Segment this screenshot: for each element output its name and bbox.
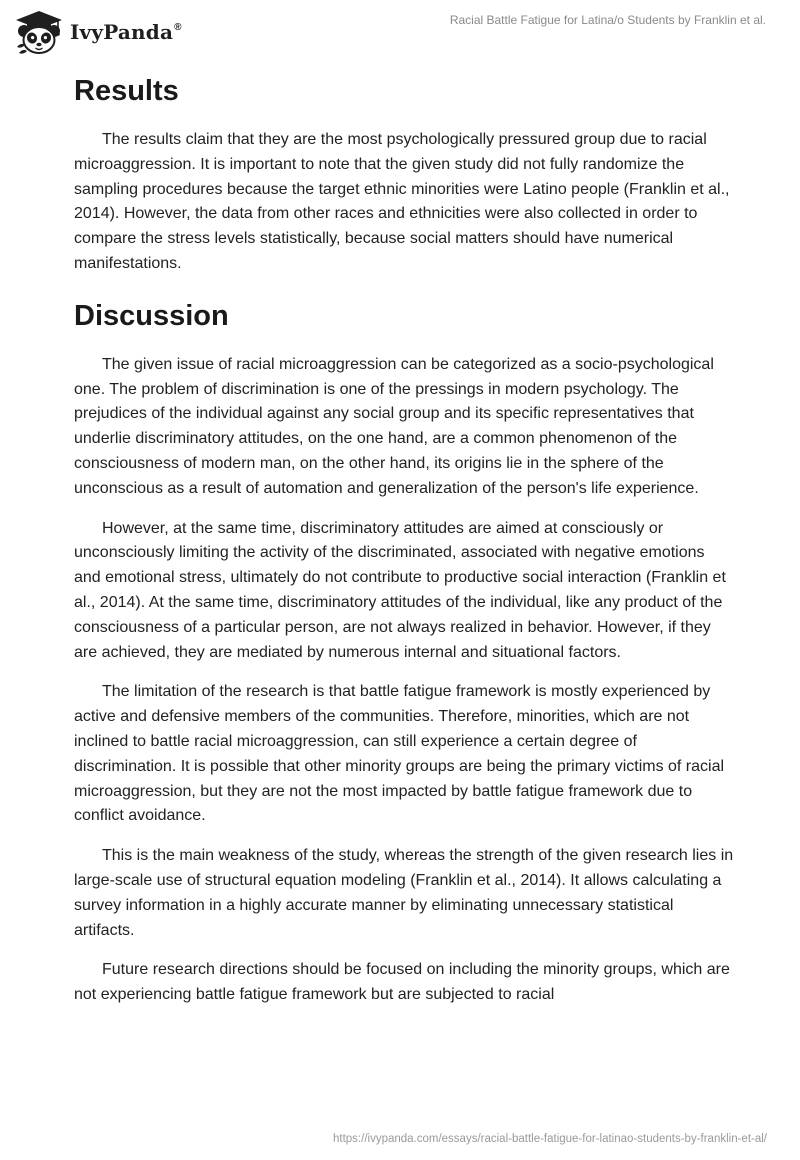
results-heading: Results bbox=[74, 75, 179, 107]
discussion-paragraph-5: Future research directions should be focused on including the minority groups, which are not experiencing battle fatigue framework but are subjected to racial bbox=[74, 961, 730, 1004]
footer-source-url[interactable]: https://ivypanda.com/essays/racial-battle-fatigue-for-latinao-students-by-franklin-et-al/ bbox=[333, 1133, 767, 1145]
document-title: Racial Battle Fatigue for Latina/o Students by Franklin et al. bbox=[449, 13, 766, 27]
essay-content bbox=[74, 68, 734, 1023]
discussion-paragraph-2: However, at the same time, discriminatory attitudes are aimed at consciously or unconsciously limiting the activity of the discriminated, associated with negative emotions and emotional stress, ultimately do not contribute to productive social interaction (Franklin et al., 2014). At the same time, discriminatory attitudes of the individual, like any product of the consciousness of a particular person, are not always realized in behavior. However, if they are achieved, they are mediated by numerous internal and situational factors. bbox=[74, 519, 726, 661]
discussion-heading: Discussion bbox=[74, 299, 229, 332]
panda-graduate-icon bbox=[14, 9, 64, 55]
discussion-paragraph-4: This is the main weakness of the study, whereas the strength of the given research lies in large-scale use of structural equation modeling (Franklin et al., 2014). It allows calculating a survey information in a highly accurate manner by eliminating unnecessary statistical artifacts. bbox=[74, 847, 734, 939]
discussion-paragraph-1: The given issue of racial microaggression can be categorized as a socio-psychological one. The problem of discrimination is one of the pressings in modern psychology. The prejudices of the individual against any social group and its specific representatives that underlie discriminatory attitudes, on the one hand, are a common phenomenon of the consciousness of modern man, on the other hand, its origins lie in the sphere of the unconscious as a result of automation and generalization of the person's life experience. bbox=[74, 355, 714, 497]
discussion-paragraph-3: The limitation of the research is that battle fatigue framework is mostly experienced by active and defensive members of the communities. Therefore, minorities, which are not inclined to battle racial microaggression, can still experience a certain degree of discrimination. It is possible that other minority groups are being the primary victims of racial microaggression, but they are not the most impacted by battle fatigue framework due to conflict avoidance. bbox=[74, 683, 725, 825]
brand-name bbox=[70, 20, 182, 44]
brand-label: IvyPanda bbox=[70, 20, 174, 44]
results-paragraph-1: The results claim that they are the most psychologically pressured group due to racial microaggression. It is important to note that the given study did not fully randomize the sampling procedures because the target ethnic minorities were Latino people (Franklin et al., 2014). However, the data from other races and ethnicities were also collected in order to compare the stress levels statistically, because social matters should have numerical manifestations. bbox=[74, 131, 730, 272]
ivypanda-logo[interactable] bbox=[14, 9, 182, 55]
page-header bbox=[0, 0, 800, 64]
registered-mark: ® bbox=[174, 22, 182, 33]
